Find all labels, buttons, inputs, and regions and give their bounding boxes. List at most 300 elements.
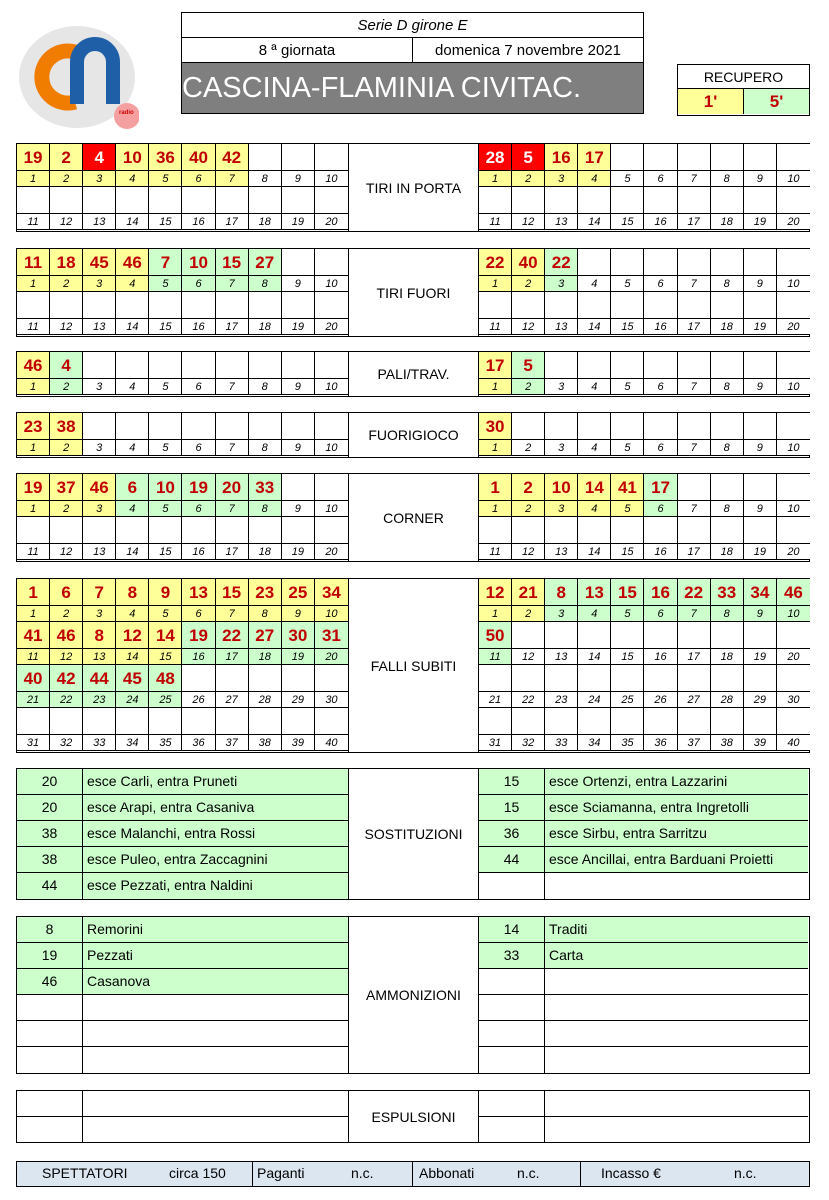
- minute-number-cell: 8: [249, 606, 282, 622]
- stat-label: FALLI SUBITI: [348, 579, 479, 752]
- ammonizioni-label: AMMONIZIONI: [348, 917, 479, 1073]
- value-cell: [216, 517, 249, 544]
- minute-number-cell: 17: [678, 544, 711, 560]
- minute-number-cell: 34: [578, 735, 611, 751]
- value-cell: [479, 187, 512, 214]
- minute-number-cell: 11: [479, 649, 512, 665]
- value-cell: 23: [249, 579, 282, 606]
- player-text: esce Puleo, entra Zaccagnini: [87, 851, 268, 867]
- minute-number-cell: 6: [182, 606, 215, 622]
- value-cell: [711, 474, 744, 501]
- minute-number-cell: 19: [744, 214, 777, 230]
- minute-number-cell: 15: [149, 214, 182, 230]
- minute-number-cell: 13: [83, 649, 116, 665]
- minute-number-cell: 27: [678, 692, 711, 708]
- value-cell: [149, 708, 182, 735]
- minute-number-cell: 20: [315, 649, 348, 665]
- player-text: esce Ortenzi, entra Lazzarini: [549, 773, 728, 789]
- minute-number-cell: 38: [711, 735, 744, 751]
- value-cell: [282, 249, 315, 276]
- minute-number-cell: 19: [282, 649, 315, 665]
- minute-number-cell: 17: [678, 319, 711, 335]
- minute-number-cell: 2: [512, 501, 545, 517]
- value-cell: [182, 517, 215, 544]
- player-text: Traditi: [549, 921, 588, 937]
- value-cell: [512, 708, 545, 735]
- player-number: [479, 969, 545, 994]
- minute-number-cell: 20: [777, 319, 810, 335]
- value-cell: [678, 249, 711, 276]
- minute-number-cell: 9: [282, 501, 315, 517]
- value-cell: [315, 517, 348, 544]
- value-cell: 27: [249, 622, 282, 649]
- value-cell: [777, 665, 810, 692]
- minute-number-cell: 33: [83, 735, 116, 751]
- ammonizioni-table: [16, 916, 810, 1074]
- minute-number-cell: 11: [479, 544, 512, 560]
- value-cell: [216, 665, 249, 692]
- value-cell: 30: [479, 413, 512, 440]
- value-cell: [777, 474, 810, 501]
- value-cell: [644, 249, 677, 276]
- minute-number-cell: 2: [512, 440, 545, 456]
- value-cell: [216, 352, 249, 379]
- minute-number-cell: 5: [149, 606, 182, 622]
- minute-number-cell: 36: [182, 735, 215, 751]
- value-cell: [777, 708, 810, 735]
- value-cell: [744, 622, 777, 649]
- value-cell: 40: [512, 249, 545, 276]
- value-cell: [216, 708, 249, 735]
- espulsioni-table: [16, 1090, 810, 1143]
- value-cell: 45: [116, 665, 149, 692]
- minute-number-cell: 18: [711, 544, 744, 560]
- player-number: [479, 1021, 545, 1046]
- value-cell: [282, 352, 315, 379]
- value-cell: [744, 292, 777, 319]
- value-cell: [744, 249, 777, 276]
- value-cell: 46: [50, 622, 83, 649]
- minute-number-cell: 2: [50, 440, 83, 456]
- sostituzioni-row: [479, 769, 808, 795]
- minute-number-cell: 16: [644, 319, 677, 335]
- minute-number-cell: 22: [512, 692, 545, 708]
- minute-number-cell: 3: [83, 171, 116, 187]
- minute-number-cell: 17: [678, 214, 711, 230]
- minute-number-cell: 19: [744, 319, 777, 335]
- minute-number-cell: 24: [116, 692, 149, 708]
- minute-number-cell: 7: [216, 606, 249, 622]
- minute-number-cell: 16: [644, 544, 677, 560]
- value-cell: [182, 292, 215, 319]
- minute-number-cell: 29: [744, 692, 777, 708]
- player-number: 20: [17, 795, 83, 820]
- value-cell: [149, 352, 182, 379]
- player-number: [479, 1117, 545, 1143]
- value-cell: 36: [149, 144, 182, 171]
- value-cell: 1: [479, 474, 512, 501]
- value-cell: 23: [17, 413, 50, 440]
- minute-number-cell: 1: [17, 379, 50, 395]
- minute-number-cell: 6: [644, 501, 677, 517]
- value-cell: [711, 144, 744, 171]
- sostituzioni-row: [479, 873, 808, 899]
- minute-number-cell: 12: [512, 214, 545, 230]
- minute-number-cell: 9: [744, 379, 777, 395]
- value-cell: [512, 622, 545, 649]
- value-cell: [545, 292, 578, 319]
- minute-number-cell: 9: [282, 276, 315, 292]
- minute-number-cell: 18: [249, 544, 282, 560]
- minute-number-cell: 1: [479, 606, 512, 622]
- minute-number-cell: 5: [149, 379, 182, 395]
- value-cell: [711, 249, 744, 276]
- value-cell: 42: [50, 665, 83, 692]
- stat-grid-l: [17, 474, 348, 560]
- value-cell: [644, 352, 677, 379]
- minute-number-cell: 30: [315, 692, 348, 708]
- player-number: [479, 873, 545, 899]
- minute-number-cell: 36: [644, 735, 677, 751]
- minute-number-cell: 4: [578, 379, 611, 395]
- value-cell: [678, 517, 711, 544]
- minute-number-cell: 8: [711, 379, 744, 395]
- minute-number-cell: 9: [744, 440, 777, 456]
- minute-number-cell: 15: [149, 544, 182, 560]
- minute-number-cell: 3: [83, 440, 116, 456]
- value-cell: [116, 708, 149, 735]
- minute-number-cell: 26: [182, 692, 215, 708]
- value-cell: 46: [17, 352, 50, 379]
- minute-number-cell: 8: [249, 440, 282, 456]
- value-cell: 28: [479, 144, 512, 171]
- minute-number-cell: 3: [83, 379, 116, 395]
- ammonizioni-row: [479, 969, 808, 995]
- value-cell: [644, 187, 677, 214]
- player-number: 46: [17, 969, 83, 994]
- value-cell: [678, 187, 711, 214]
- stat-grid-r: [479, 249, 810, 335]
- minute-number-cell: 38: [249, 735, 282, 751]
- minute-number-cell: 32: [50, 735, 83, 751]
- value-cell: [512, 187, 545, 214]
- minute-number-cell: 1: [17, 276, 50, 292]
- value-cell: 15: [216, 249, 249, 276]
- minute-number-cell: 28: [249, 692, 282, 708]
- value-cell: [545, 187, 578, 214]
- minute-number-cell: 8: [249, 171, 282, 187]
- minute-number-cell: 25: [149, 692, 182, 708]
- stat-grid-l: [17, 579, 348, 751]
- value-cell: [545, 665, 578, 692]
- value-cell: 8: [83, 622, 116, 649]
- value-cell: 50: [479, 622, 512, 649]
- value-cell: [611, 708, 644, 735]
- value-cell: [578, 249, 611, 276]
- value-cell: [678, 474, 711, 501]
- stat-grid-r: [479, 579, 810, 751]
- minute-number-cell: 17: [216, 544, 249, 560]
- stat-section: [16, 351, 810, 397]
- espulsioni-label: ESPULSIONI: [348, 1091, 479, 1142]
- minute-number-cell: 6: [644, 440, 677, 456]
- minute-number-cell: 18: [249, 214, 282, 230]
- value-cell: [479, 517, 512, 544]
- minute-number-cell: 32: [512, 735, 545, 751]
- minute-number-cell: 11: [17, 214, 50, 230]
- value-cell: 5: [512, 144, 545, 171]
- minute-number-cell: 8: [711, 171, 744, 187]
- minute-number-cell: 28: [711, 692, 744, 708]
- value-cell: [512, 517, 545, 544]
- incasso-value: n.c.: [734, 1165, 757, 1181]
- player-text: [545, 1117, 808, 1143]
- minute-number-cell: 13: [545, 214, 578, 230]
- value-cell: [777, 517, 810, 544]
- minute-number-cell: 34: [116, 735, 149, 751]
- minute-number-cell: 9: [744, 171, 777, 187]
- minute-number-cell: 19: [744, 544, 777, 560]
- minute-number-cell: 6: [644, 171, 677, 187]
- minute-number-cell: 7: [678, 501, 711, 517]
- value-cell: 46: [777, 579, 810, 606]
- minute-number-cell: 9: [282, 379, 315, 395]
- value-cell: [644, 517, 677, 544]
- value-cell: [644, 144, 677, 171]
- value-cell: 10: [545, 474, 578, 501]
- minute-number-cell: 5: [611, 606, 644, 622]
- minute-number-cell: 7: [216, 440, 249, 456]
- minute-number-cell: 6: [182, 440, 215, 456]
- minute-number-cell: 12: [512, 544, 545, 560]
- value-cell: [116, 187, 149, 214]
- value-cell: [777, 622, 810, 649]
- value-cell: [83, 292, 116, 319]
- logo: [17, 24, 139, 130]
- player-text: [83, 1047, 348, 1073]
- player-text: esce Malanchi, entra Rossi: [87, 825, 256, 841]
- player-number: [17, 995, 83, 1020]
- minute-number-cell: 11: [479, 214, 512, 230]
- sostituzioni-row: [17, 821, 348, 847]
- value-cell: [282, 144, 315, 171]
- value-cell: 34: [744, 579, 777, 606]
- player-text: [545, 995, 808, 1020]
- logo-text: [17, 24, 18, 25]
- player-text: [83, 1021, 348, 1046]
- minute-number-cell: 1: [479, 171, 512, 187]
- minute-number-cell: 2: [512, 379, 545, 395]
- value-cell: 40: [182, 144, 215, 171]
- minute-number-cell: 11: [17, 544, 50, 560]
- minute-number-cell: 13: [545, 319, 578, 335]
- value-cell: 46: [83, 474, 116, 501]
- value-cell: [644, 622, 677, 649]
- value-cell: 25: [282, 579, 315, 606]
- value-cell: 4: [50, 352, 83, 379]
- recupero-first-half: 1': [678, 89, 743, 114]
- minute-number-cell: 10: [777, 440, 810, 456]
- minute-number-cell: 15: [611, 214, 644, 230]
- minute-number-cell: 10: [315, 379, 348, 395]
- minute-number-cell: 39: [282, 735, 315, 751]
- value-cell: [479, 665, 512, 692]
- minute-number-cell: 25: [611, 692, 644, 708]
- value-cell: 40: [17, 665, 50, 692]
- minute-number-cell: 17: [678, 649, 711, 665]
- minute-number-cell: 8: [249, 501, 282, 517]
- minute-number-cell: 2: [50, 171, 83, 187]
- value-cell: 19: [17, 474, 50, 501]
- minute-number-cell: 4: [116, 440, 149, 456]
- value-cell: 10: [116, 144, 149, 171]
- value-cell: [711, 708, 744, 735]
- ammonizioni-row: [17, 1021, 348, 1047]
- minute-number-cell: 16: [182, 319, 215, 335]
- minute-number-cell: 12: [50, 649, 83, 665]
- value-cell: [315, 474, 348, 501]
- recupero-second-half: 5': [743, 89, 809, 114]
- sostituzioni-table: [16, 768, 810, 900]
- value-cell: 16: [644, 579, 677, 606]
- minute-number-cell: 8: [249, 379, 282, 395]
- minute-number-cell: 9: [282, 606, 315, 622]
- minute-number-cell: 4: [578, 440, 611, 456]
- value-cell: [578, 665, 611, 692]
- minute-number-cell: 6: [644, 606, 677, 622]
- value-cell: [50, 708, 83, 735]
- minute-number-cell: 11: [17, 649, 50, 665]
- ammonizioni-row: [479, 995, 808, 1021]
- value-cell: [611, 187, 644, 214]
- minute-number-cell: 13: [83, 319, 116, 335]
- value-cell: [545, 708, 578, 735]
- value-cell: [777, 413, 810, 440]
- value-cell: [216, 187, 249, 214]
- minute-number-cell: 31: [17, 735, 50, 751]
- value-cell: [249, 352, 282, 379]
- value-cell: [282, 708, 315, 735]
- value-cell: 34: [315, 579, 348, 606]
- value-cell: [17, 708, 50, 735]
- value-cell: 30: [282, 622, 315, 649]
- minute-number-cell: 1: [17, 440, 50, 456]
- value-cell: 22: [678, 579, 711, 606]
- ammonizioni-row: [479, 1047, 808, 1073]
- value-cell: [315, 249, 348, 276]
- minute-number-cell: 13: [545, 544, 578, 560]
- player-number: 19: [17, 943, 83, 968]
- value-cell: [116, 352, 149, 379]
- player-text: esce Arapi, entra Casaniva: [87, 799, 255, 815]
- minute-number-cell: 7: [216, 501, 249, 517]
- logo-badge: radio: [119, 110, 134, 116]
- minute-number-cell: 3: [83, 276, 116, 292]
- ammonizioni-row: [17, 943, 348, 969]
- minute-number-cell: 14: [116, 319, 149, 335]
- minute-number-cell: 16: [644, 214, 677, 230]
- minute-number-cell: 13: [545, 649, 578, 665]
- stat-grid-l: [17, 413, 348, 456]
- minute-number-cell: 8: [711, 276, 744, 292]
- minute-number-cell: 12: [50, 214, 83, 230]
- value-cell: [777, 187, 810, 214]
- value-cell: 11: [17, 249, 50, 276]
- minute-number-cell: 5: [611, 501, 644, 517]
- value-cell: 12: [479, 579, 512, 606]
- player-text: esce Sciamanna, entra Ingretolli: [549, 799, 749, 815]
- value-cell: [644, 413, 677, 440]
- value-cell: 14: [578, 474, 611, 501]
- player-number: 38: [17, 847, 83, 872]
- match-header: [181, 12, 644, 114]
- value-cell: [611, 352, 644, 379]
- player-number: [479, 995, 545, 1020]
- value-cell: 10: [149, 474, 182, 501]
- value-cell: [578, 352, 611, 379]
- minute-number-cell: 7: [216, 379, 249, 395]
- value-cell: [216, 413, 249, 440]
- value-cell: 19: [17, 144, 50, 171]
- value-cell: [545, 413, 578, 440]
- stat-label: CORNER: [348, 474, 479, 561]
- value-cell: [479, 292, 512, 319]
- value-cell: 20: [216, 474, 249, 501]
- sostituzioni-row: [479, 795, 808, 821]
- value-cell: 2: [50, 144, 83, 171]
- minute-number-cell: 9: [744, 501, 777, 517]
- minute-number-cell: 10: [777, 606, 810, 622]
- value-cell: 33: [711, 579, 744, 606]
- minute-number-cell: 14: [578, 319, 611, 335]
- minute-number-cell: 11: [17, 319, 50, 335]
- match-date: domenica 7 novembre 2021: [412, 38, 643, 62]
- minute-number-cell: 4: [578, 606, 611, 622]
- value-cell: [512, 665, 545, 692]
- player-text: Remorini: [87, 921, 144, 937]
- value-cell: [545, 622, 578, 649]
- player-text: Pezzati: [87, 947, 133, 963]
- minute-number-cell: 5: [149, 501, 182, 517]
- value-cell: 5: [512, 352, 545, 379]
- minute-number-cell: 2: [50, 276, 83, 292]
- stat-grid-l: [17, 144, 348, 230]
- minute-number-cell: 3: [545, 501, 578, 517]
- minute-number-cell: 4: [116, 171, 149, 187]
- value-cell: [315, 413, 348, 440]
- minute-number-cell: 21: [479, 692, 512, 708]
- value-cell: 16: [545, 144, 578, 171]
- value-cell: 48: [149, 665, 182, 692]
- minute-number-cell: 2: [512, 171, 545, 187]
- value-cell: 19: [182, 474, 215, 501]
- value-cell: [216, 292, 249, 319]
- value-cell: [83, 352, 116, 379]
- minute-number-cell: 12: [50, 544, 83, 560]
- espulsioni-row: [479, 1117, 808, 1143]
- minute-number-cell: 13: [83, 544, 116, 560]
- stat-section: [16, 412, 810, 458]
- value-cell: [744, 517, 777, 544]
- value-cell: [17, 292, 50, 319]
- minute-number-cell: 23: [545, 692, 578, 708]
- value-cell: [249, 187, 282, 214]
- ammonizioni-row: [17, 1047, 348, 1073]
- player-number: 8: [17, 917, 83, 942]
- minute-number-cell: 8: [711, 440, 744, 456]
- minute-number-cell: 18: [711, 214, 744, 230]
- stat-grid-r: [479, 474, 810, 560]
